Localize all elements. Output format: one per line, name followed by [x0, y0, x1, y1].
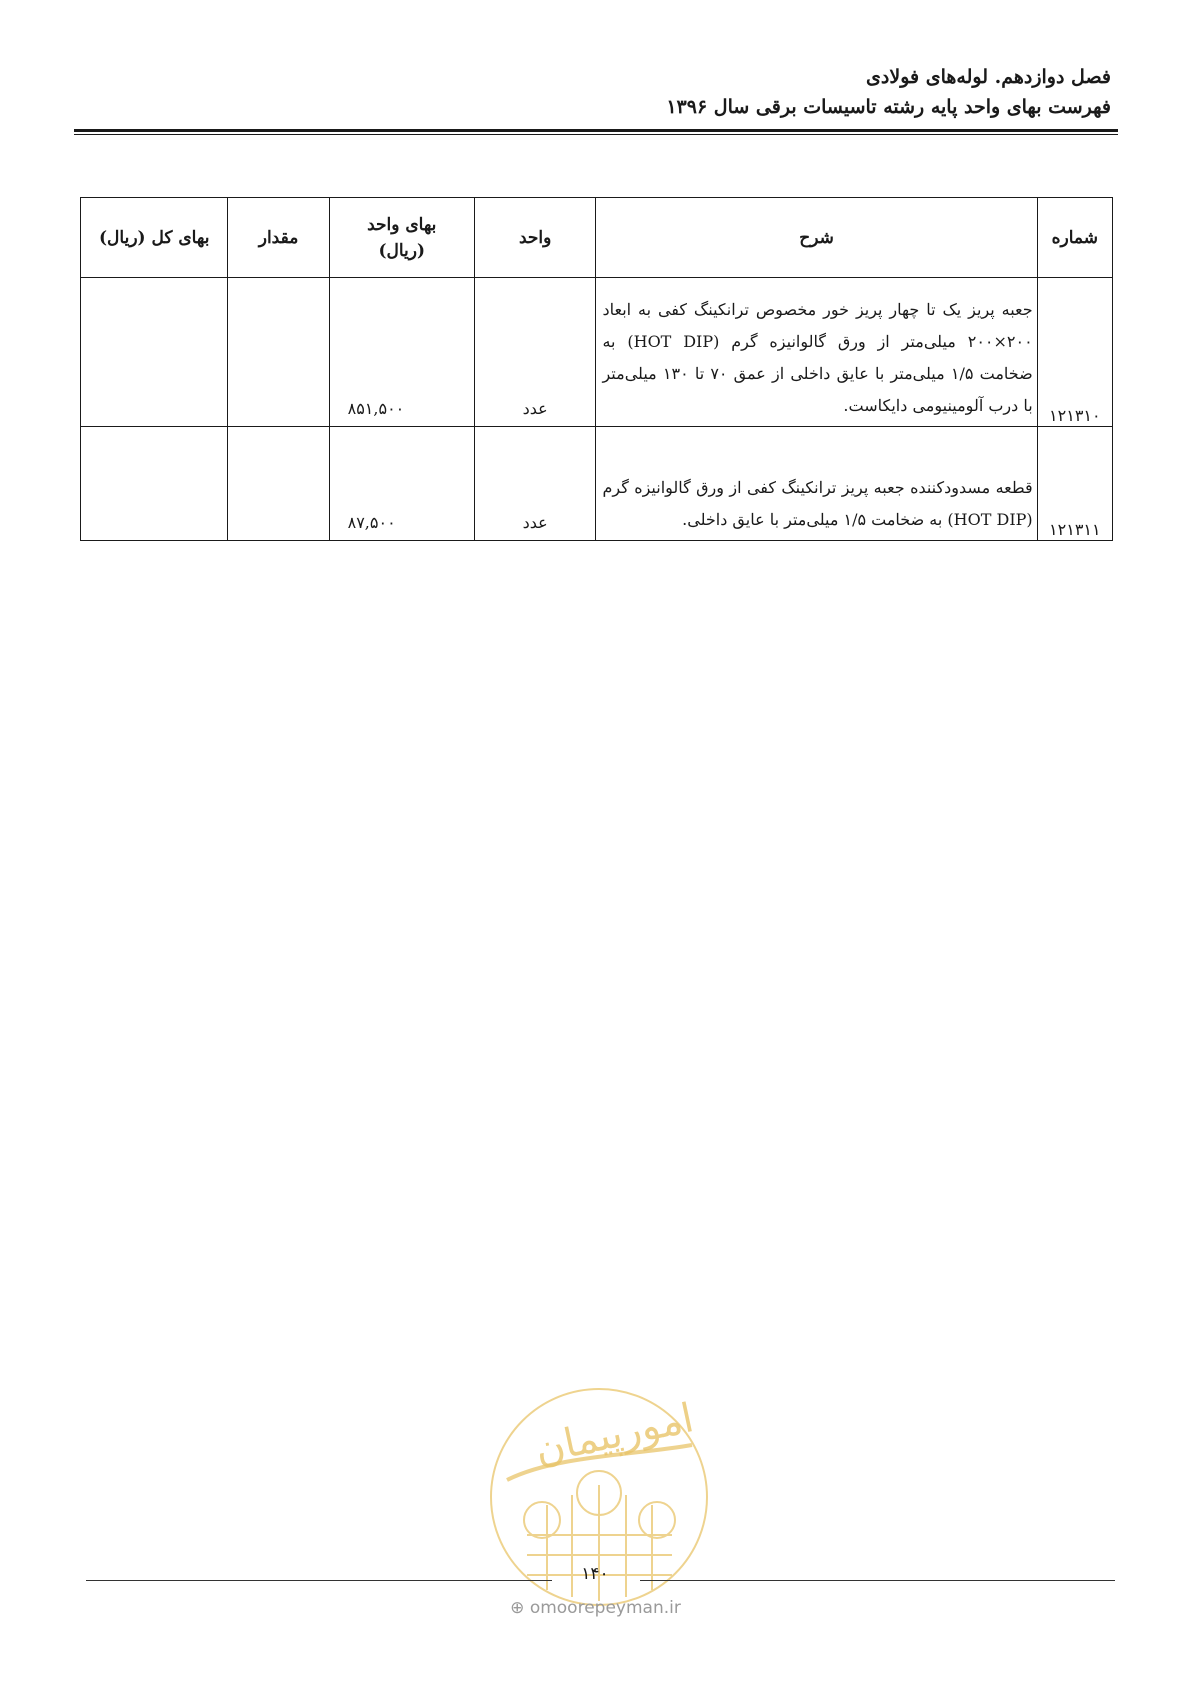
- chapter-title: فصل دوازدهم. لوله‌های فولادی: [866, 66, 1111, 88]
- row-unit: عدد: [474, 427, 596, 541]
- column-header-unit: واحد: [474, 198, 596, 278]
- website-watermark: [0, 1598, 1191, 1618]
- row-number: ۱۲۱۳۱۰: [1037, 278, 1112, 427]
- unit-price-header-line2: (ریال): [378, 240, 426, 261]
- price-table: [80, 197, 1113, 541]
- website-url: omoorepeyman.ir: [529, 1598, 681, 1618]
- footer-rule-right: [86, 1580, 552, 1581]
- column-header-quantity: مقدار: [228, 198, 329, 278]
- globe-icon: ⊕: [510, 1598, 525, 1618]
- row-unit-price: ۸۷,۵۰۰: [329, 427, 474, 541]
- header-rule-thick: [74, 129, 1118, 132]
- row-number: ۱۲۱۳۱۱: [1037, 427, 1112, 541]
- row-quantity: [228, 427, 329, 541]
- row-unit: عدد: [474, 278, 596, 427]
- column-header-unit-price: [329, 198, 474, 278]
- table-header-row: [81, 198, 1113, 278]
- column-header-number: شماره: [1037, 198, 1112, 278]
- footer-rule-left: [640, 1580, 1115, 1581]
- page-number: ۱۴۰: [581, 1564, 609, 1584]
- row-total-price: [81, 278, 228, 427]
- row-description: قطعه مسدودکننده جعبه پریز ترانکینگ کفی از ورق گالوانیزه گرم (HOT DIP) به ضخامت ۱/۵ میلی‌متر با عایق داخلی.: [596, 427, 1037, 541]
- row-quantity: [228, 278, 329, 427]
- row-unit-price: ۸۵۱,۵۰۰: [329, 278, 474, 427]
- table-row: [81, 278, 1113, 427]
- column-header-total-price: بهای کل (ریال): [81, 198, 228, 278]
- row-total-price: [81, 427, 228, 541]
- page-header: [71, 62, 1111, 122]
- gear-icon: [524, 1502, 560, 1538]
- table-row: [81, 427, 1113, 541]
- gear-icon: [639, 1502, 675, 1538]
- unit-price-header-line1: بهای واحد: [367, 214, 437, 235]
- document-subtitle: فهرست بهای واحد پایه رشته تاسیسات برقی سال ۱۳۹۶: [666, 96, 1111, 118]
- column-header-description: شرح: [596, 198, 1037, 278]
- header-rule-thin: [74, 134, 1118, 135]
- watermark-text: امورپیمان: [531, 1395, 698, 1474]
- row-description: جعبه پریز یک تا چهار پریز خور مخصوص ترانکینگ کفی به ابعاد ۲۰۰×۲۰۰ میلی‌متر از ورق گالوانیزه گرم (HOT DIP) به ضخامت ۱/۵ میلی‌متر با عایق داخلی از عمق ۷۰ تا ۱۳۰ میلی‌متر با درب آلومینیومی دایکاست.: [596, 278, 1037, 427]
